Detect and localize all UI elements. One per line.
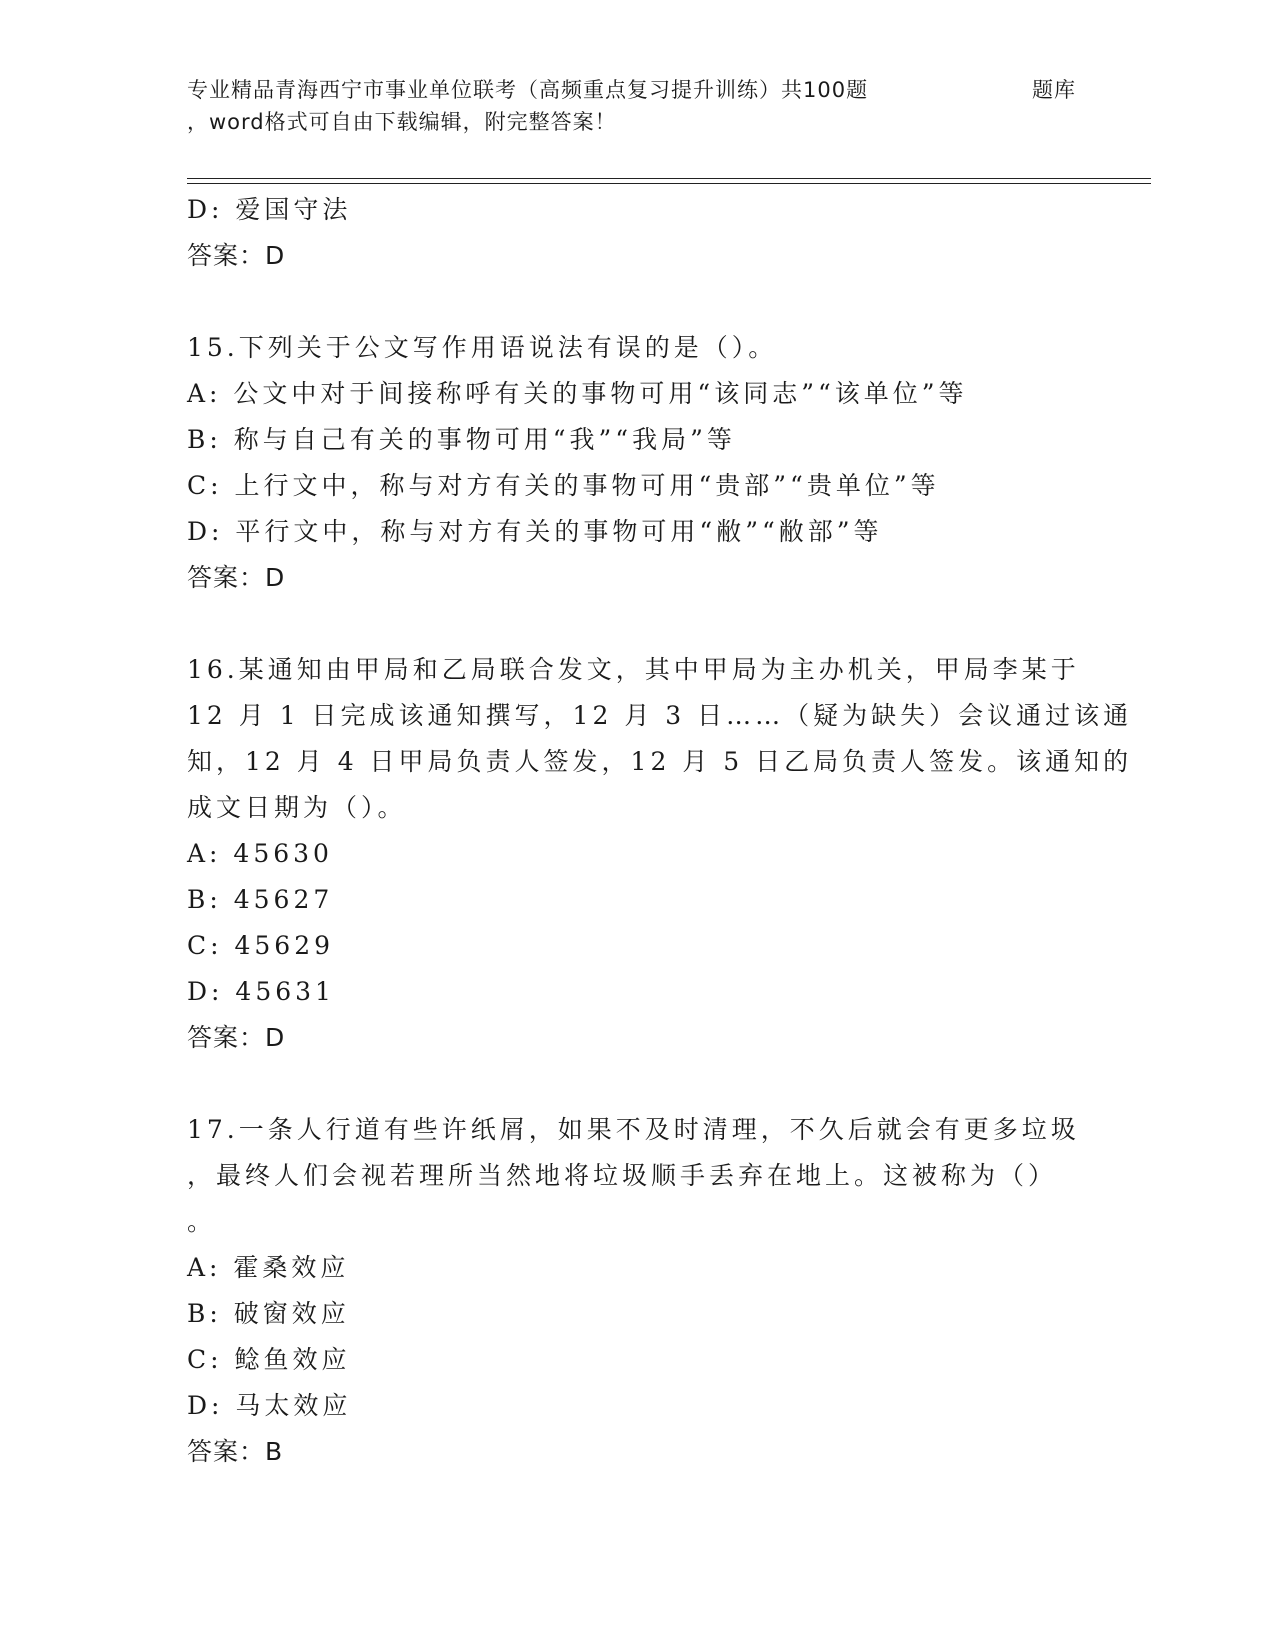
answer: 答案：D [187,241,286,270]
option-d: D: 45631 [187,977,335,1006]
option-d: D: 爱国守法 [187,195,352,224]
spacer [187,601,1077,647]
option-d: D: 马太效应 [187,1391,352,1420]
answer: 答案：D [187,563,286,592]
header-title: 专业精品青海西宁市事业单位联考（高频重点复习提升训练）共100题 [187,78,869,102]
question-block-17 [187,1107,1080,1475]
option-a: A: 45630 [187,839,333,868]
spacer [187,279,1077,325]
option-b: B: 破窗效应 [187,1299,350,1328]
question-block-15 [187,325,1077,601]
header-divider-bottom [187,183,1151,184]
option-d: D: 平行文中，称与对方有关的事物可用“敝”“敝部”等 [187,517,883,546]
question-stem-line: 17.一条人行道有些许纸屑，如果不及时清理，不久后就会有更多垃圾 [187,1115,1080,1144]
answer: 答案：D [187,1023,286,1052]
question-stem-line: 。 [187,1207,217,1236]
option-b: B: 称与自己有关的事物可用“我”“我局”等 [187,425,736,454]
question-stem-line: ，最终人们会视若理所当然地将垃圾顺手丢弃在地上。这被称为（） [187,1161,1058,1190]
option-a: A: 霍桑效应 [187,1253,350,1282]
option-c: C: 鲶鱼效应 [187,1345,351,1374]
header-divider-top [187,178,1151,179]
question-stem-line: 12 月 1 日完成该通知撰写，12 月 3 日……（疑为缺失）会议通过该通 [187,701,1133,730]
header-title-line [187,74,1087,106]
question-stem-line: 成文日期为（）。 [187,793,407,822]
document-header [187,74,1087,138]
question-stem-line: 16.某通知由甲局和乙局联合发文，其中甲局为主办机关，甲局李某于 [187,655,1080,684]
spacer [187,1061,1077,1107]
header-tag: 题库 [1032,78,1076,102]
option-a: A: 公文中对于间接称呼有关的事物可用“该同志”“该单位”等 [187,379,968,408]
question-block-prev [187,187,1077,279]
header-subtitle: ，word格式可自由下载编辑，附完整答案！ [187,110,617,134]
option-c: C: 上行文中，称与对方有关的事物可用“贵部”“贵单位”等 [187,471,940,500]
question-stem: 15.下列关于公文写作用语说法有误的是（）。 [187,333,778,362]
option-b: B: 45627 [187,885,334,914]
question-stem-line: 知，12 月 4 日甲局负责人签发，12 月 5 日乙局负责人签发。该通知的 [187,747,1133,776]
option-c: C: 45629 [187,931,335,960]
document-body [187,187,1133,1475]
question-block-16 [187,647,1133,1061]
answer: 答案：B [187,1437,284,1466]
